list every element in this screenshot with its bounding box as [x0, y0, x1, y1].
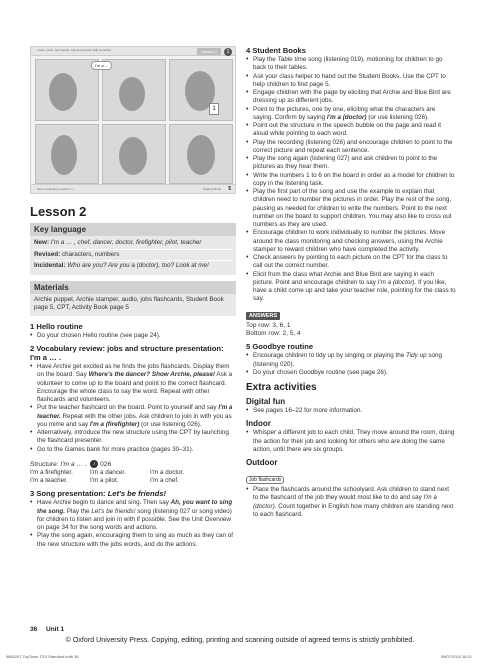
materials-text: Archie puppet, Archie stamper, audio, jobs flashcards, Student Book page 5, CPT, Activity Book page 5: [34, 295, 224, 312]
list-item: • See pages 16–22 for more information.: [246, 407, 456, 415]
list-item: • Put the teacher flashcard on the board. Point to yourself and say I'm a teacher. Repeat with the other jobs. Ask children to join in with you as you mime and say I'm a (firefighter) (or use listening 026).: [30, 404, 236, 429]
materials-pill: Job flashcards: [246, 476, 284, 484]
key-language-incidental: Who are you? Are you a (doctor), too? Look at me!: [67, 262, 209, 270]
list-item: • Encourage children to work individually to number the pictures. Move around the class monitoring and checking answers, using the Archie stamper to reward children who have completed the activity.: [246, 229, 456, 254]
extra-activities-heading: Extra activities: [246, 382, 317, 394]
answers-badge: ANSWERS: [246, 312, 280, 320]
page-number: 36: [30, 626, 38, 633]
indoor-heading: Indoor: [246, 419, 271, 429]
section-student-books: 4 Student Books: [246, 46, 306, 55]
materials-box: [30, 281, 236, 316]
character-illustration: [49, 73, 77, 111]
list-item: • Point out the structure in the speech bubble on the page and read it aloud while pointing to each word.: [246, 122, 456, 139]
list-item: • Have Archie begin to dance and sing. Then say Ah, you want to sing the song. Play the Let's be friends! song (listening 027 or song video) for children to listen and join in with if possible. See the Unit Overview on page 34 for the song words and actions.: [30, 499, 236, 532]
digital-fun-heading: Digital fun: [246, 397, 286, 407]
audio-icon: ♪: [90, 460, 98, 468]
character-illustration: [51, 135, 77, 175]
list-item: • Do your chosen Hello routine (see page 24).: [30, 332, 236, 340]
thumbnail-lesson-tab: Lesson 2: [197, 48, 221, 55]
answers-top-row: Top row: 3, 6, 1: [246, 321, 291, 329]
materials-heading: Materials: [30, 281, 236, 294]
right-column: [246, 46, 456, 519]
list-item: • Play the first part of the song and use the example to explain that children need to number the pictures in order. Play the rest of the song, pausing as needed for children to write the numbers. Point to the next number on the board to support children. You may also like to cross out numbers as they are used.: [246, 188, 456, 229]
list-item: • Whisper a different job to each child. They move around the room, doing the action for their job and looking for others who are doing the same action, until there are six groups.: [246, 429, 456, 454]
list-item: • Play the song again, encouraging them to sing as much as they can of the new structure with the jobs words, and do the actions.: [30, 532, 236, 549]
character-illustration: [119, 77, 145, 111]
thumbnail-speech-bubble: I'm a ...: [91, 61, 112, 70]
left-column: [30, 46, 236, 549]
list-item: • Play the recording (listening 026) and encourage children to point to the correct picture and repeat each sentence.: [246, 139, 456, 156]
list-item: • Elicit from the class what Archie and Blue Bird are saying in each picture. Point and encourage children to say I'm a (doctor). If you like, have a child come up and take your teacher role, pointing for the class to say.: [246, 271, 456, 304]
copyright-notice: © Oxford University Press. Copying, editing, printing and scanning outside of agreed terms is strictly prohibited.: [65, 636, 415, 644]
list-item: • Engage children with the page by eliciting that Archie and Blue Bird are dressing up as different jobs.: [246, 89, 456, 106]
list-item: • Write the numbers 1 to 6 on the board in order as a model for children to copy in the listening task.: [246, 172, 456, 189]
thumbnail-header-text: Listen, point, and repeat. Ask and answer with a partner.: [37, 48, 112, 52]
list-item: • Point to the pictures, one by one, eliciting what the characters are saying. Confirm by saying I'm a (doctor) (or use listening 026).: [246, 106, 456, 123]
list-item: • Ask your class helper to hand out the Student Books. Use the CPT to help children to find page 5.: [246, 73, 456, 90]
section-goodbye-routine: 5 Goodbye routine: [246, 342, 314, 352]
list-item: • Check answers by pointing to each picture on the CPT for the class to call out the correct number.: [246, 254, 456, 271]
list-item: • Encourage children to tidy up by singing or playing the Tidy up song (listening 020).: [246, 352, 456, 369]
list-item: • Alternatively, introduce the new structure using the CPT by launching the flashcard presenter.: [30, 429, 236, 446]
thumbnail-footer-left: New vocabulary Lesson 2 • ...: [37, 187, 77, 191]
section-hello-routine: 1 Hello routine: [30, 321, 83, 331]
section-vocabulary-review: 2 Vocabulary review: jobs and structure presentation: I'm a … .: [30, 344, 224, 363]
thumbnail-tab-number: 1: [224, 48, 232, 56]
section-song-presentation: 3 Song presentation: Let's be friends!: [30, 489, 166, 499]
print-metadata-date: 09/07/2024 16:21: [440, 654, 472, 659]
outdoor-heading: Outdoor: [246, 458, 278, 468]
key-language-heading: Key language: [30, 223, 236, 236]
student-book-thumbnail: [30, 46, 236, 194]
key-language-box: Key language New: I'm a … , chef, dancer, doctor, firefighter, pilot, teacher Revised: characters, numbers Incidental: Who are you? Are you a (doctor), too? Look at me!: [30, 223, 236, 275]
thumbnail-answer-box: 1: [209, 103, 219, 115]
structure-grid: I'm a firefighter. I'm a dancer. I'm a doctor. I'm a teacher. I'm a pilot. I'm a chef.: [30, 468, 185, 485]
audio-track-number: 026: [100, 460, 112, 468]
key-language-revised: characters, numbers: [62, 250, 120, 258]
list-item: • Play the song again (listening 027) and ask children to point to the pictures as they hear them.: [246, 155, 456, 172]
structure-line: Structure: I'm a … . ♪ 026: [30, 460, 112, 468]
thumbnail-footer-page: 5: [228, 186, 231, 192]
thumbnail-footer-right: Student Book: [202, 187, 221, 191]
unit-label: Unit 1: [46, 626, 65, 633]
list-item: • Go to the Games bank for more practice (pages 30–31).: [30, 446, 236, 454]
list-item: • Do your chosen Goodbye routine (see page 26).: [246, 369, 456, 377]
answers-bottom-row: Bottom row: 2, 5, 4: [246, 329, 301, 337]
print-metadata-file: 4860247 ToyTown TG3 Standard.indb 36: [6, 654, 79, 659]
list-item: • Place the flashcards around the schoolyard. Ask children to stand next to the flashcard of the job they would most like to do and say I'm a (doctor). Count together in English how many children are standing next to each flashcard.: [246, 486, 456, 519]
key-language-new: I'm a … , chef, dancer, doctor, firefighter, pilot, teacher: [50, 239, 202, 246]
character-illustration: [187, 135, 215, 175]
list-item: • Have Archie get excited as he finds the jobs flashcards. Display them on the board. Say Where's the dancer? Show Archie, please! Ask a volunteer to come up to the board and point to the correct flashcard. Encourage the whole class to say the word. Repeat with other flashcards and volunteers.: [30, 363, 236, 404]
lesson-title: Lesson 2: [30, 204, 87, 219]
list-item: • Play the Table time song (listening 019), motioning for children to go back to their tables.: [246, 56, 456, 73]
character-illustration: [119, 137, 147, 175]
